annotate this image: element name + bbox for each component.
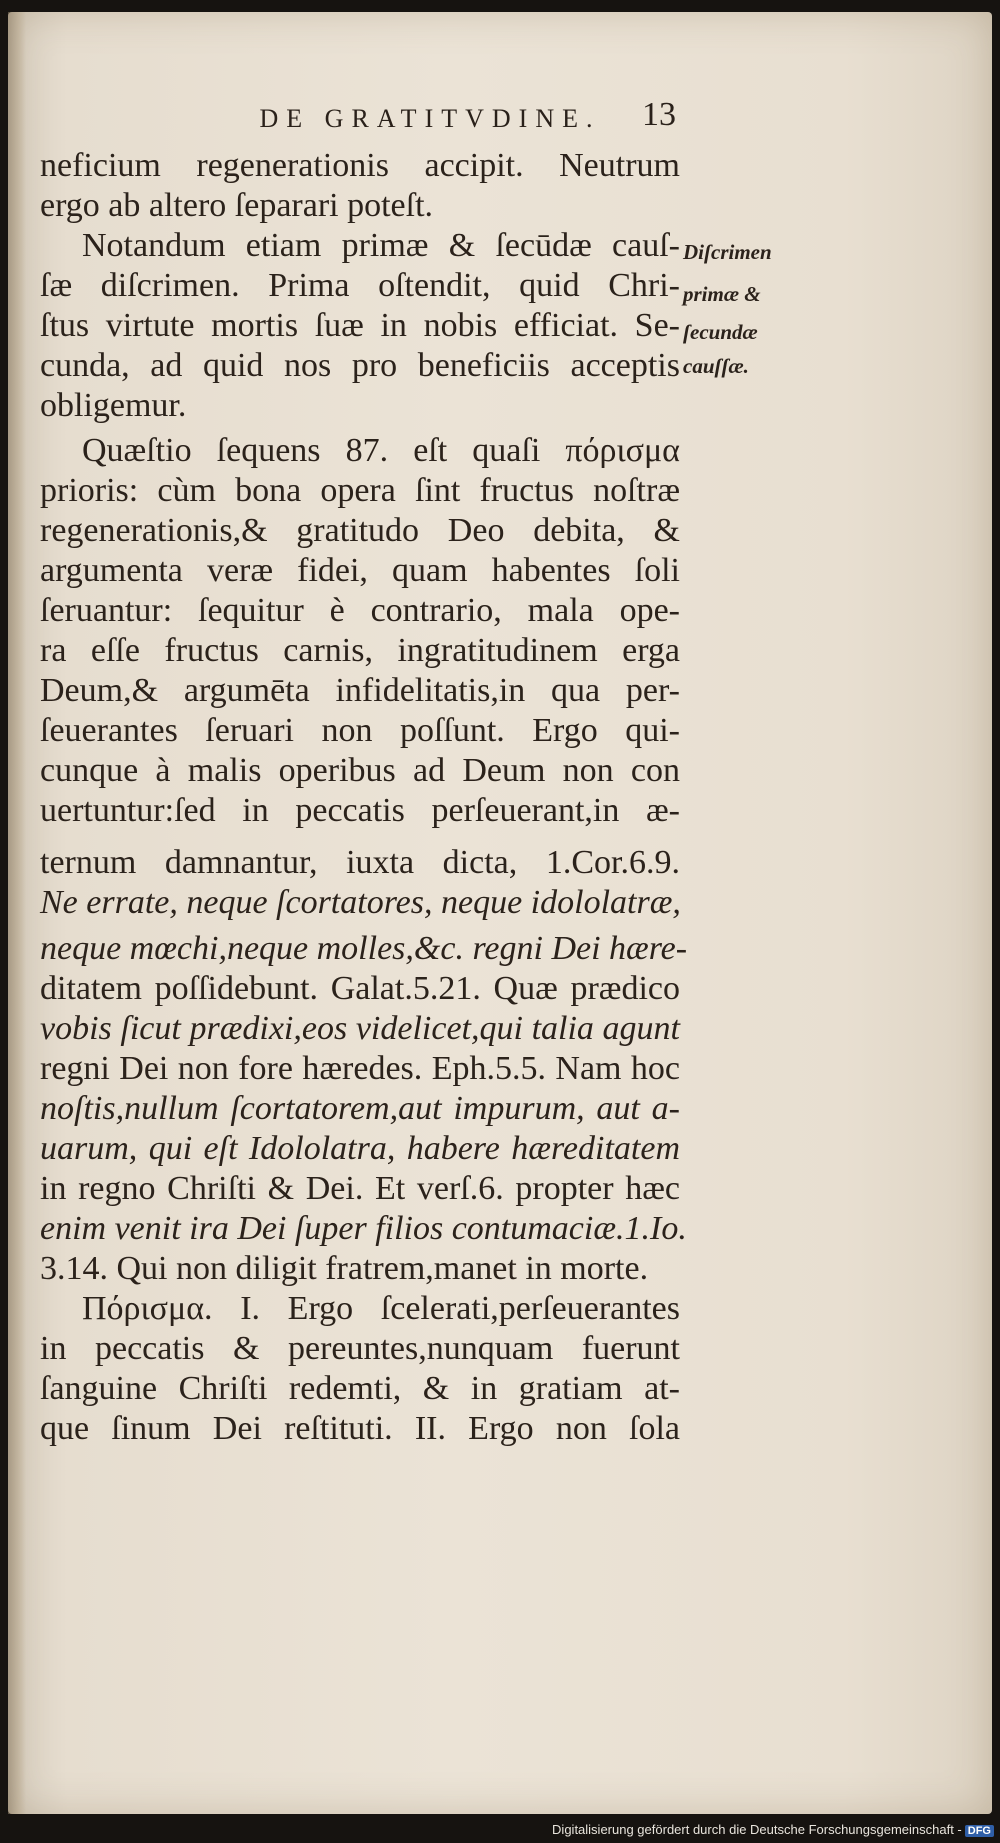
text-line: que ſinum Dei reſtituti. II. Ergo non ſola [40, 1410, 680, 1447]
text-line: ſeuerantes ſeruari non poſſunt. Ergo qui- [40, 712, 680, 749]
text-line: Deum,& argumēta infidelitatis,in qua per- [40, 672, 680, 709]
text-line: ſtus virtute mortis ſuæ in nobis efficiat. Se- [40, 307, 680, 344]
text-line: Notandum etiam primæ & ſecūdæ cauſ- [82, 227, 680, 264]
text-line: uarum, qui eſt Idololatra, habere hæreditatem [40, 1130, 680, 1167]
text-line: 3.14. Qui non diligit fratrem,manet in morte. [40, 1250, 649, 1287]
text-line: prioris: cùm bona opera ſint fructus noſtræ [40, 472, 680, 509]
text-line: ergo ab altero ſeparari poteſt. [40, 187, 434, 224]
text-line: ra eſſe fructus carnis, ingratitudinem erga [40, 632, 680, 669]
text-line: regni Dei non fore hæredes. Eph.5.5. Nam hoc [40, 1050, 680, 1087]
text-line: enim venit ira Dei ſuper filios contumaciæ.1.Io. [40, 1210, 687, 1247]
page-number: 13 [642, 96, 676, 133]
dfg-logo: DFG [965, 1825, 994, 1837]
text-line: Quæſtio ſequens 87. eſt quaſi πόρισμα [82, 432, 680, 469]
text-line: Πόρισμα. I. Ergo ſcelerati,perſeuerantes [82, 1290, 680, 1327]
text-line: cunque à malis operibus ad Deum non con [40, 752, 680, 789]
text-line: uertuntur:ſed in peccatis perſeuerant,in æ- [40, 792, 680, 829]
text-line: vobis ſicut prædixi,eos videlicet,qui talia agunt [40, 1010, 680, 1047]
text-line: in regno Chriſti & Dei. Et verſ.6. propter hæc [40, 1170, 680, 1207]
text-line: ſanguine Chriſti redemti, & in gratiam at- [40, 1370, 680, 1407]
margin-note-line: primæ & [683, 282, 761, 306]
text-line: cunda, ad quid nos pro beneficiis acceptis [40, 347, 680, 384]
digitization-credit [552, 1822, 994, 1837]
text-line: regenerationis,& gratitudo Deo debita, & [40, 512, 680, 549]
page-gutter [8, 12, 26, 1814]
margin-note-line: ſecundæ [683, 320, 758, 344]
text-line: neficium regenerationis accipit. Neutrum [40, 147, 680, 184]
text-line: Ne errate, neque ſcortatores, neque idololatræ, [40, 884, 681, 921]
margin-note-line: Diſcrimen [683, 240, 772, 264]
text-line: ſeruantur: ſequitur è contrario, mala ope- [40, 592, 680, 629]
text-line: noſtis,nullum ſcortatorem,aut impurum, aut a- [40, 1090, 680, 1127]
text-line: ſæ diſcrimen. Prima oſtendit, quid Chri- [40, 267, 680, 304]
text-line: neque mœchi,neque molles,&c. regni Dei hære- [40, 930, 688, 967]
text-line: ditatem poſſidebunt. Galat.5.21. Quæ prædico [40, 970, 680, 1007]
credit-text: Digitalisierung gefördert durch die Deutsche Forschungsgemeinschaft - [552, 1822, 962, 1837]
margin-note-line: cauſſæ. [683, 354, 749, 378]
text-line: argumenta veræ fidei, quam habentes ſoli [40, 552, 680, 589]
text-line: obligemur. [40, 387, 187, 424]
text-line: ternum damnantur, iuxta dicta, 1.Cor.6.9. [40, 844, 680, 881]
running-head: DE GRATITVDINE. [259, 104, 601, 133]
text-line: in peccatis & pereuntes,nunquam fuerunt [40, 1330, 680, 1367]
